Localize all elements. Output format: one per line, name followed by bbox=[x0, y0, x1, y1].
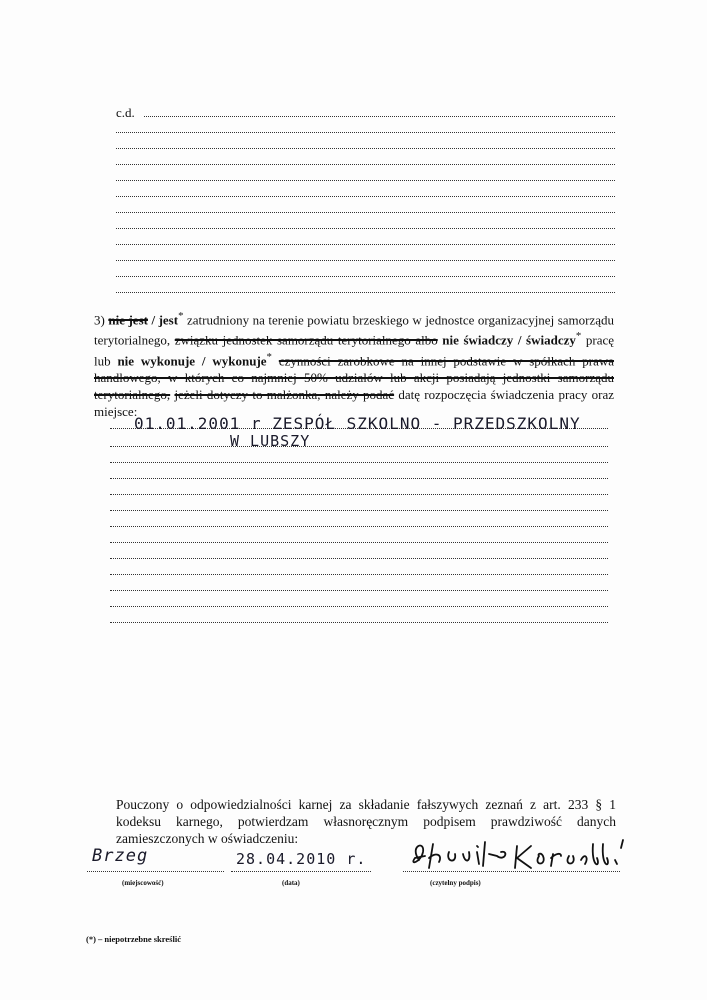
dotted-line bbox=[110, 510, 608, 511]
dotted-line bbox=[116, 132, 615, 133]
signature-label: (czytelny podpis) bbox=[430, 879, 481, 887]
dotted-line bbox=[116, 244, 615, 245]
dotted-line bbox=[110, 478, 608, 479]
handwritten-place: Brzeg bbox=[92, 846, 149, 866]
dotted-line bbox=[116, 212, 615, 213]
dotted-line bbox=[116, 164, 615, 165]
dotted-line bbox=[110, 558, 608, 559]
footnote-star: * bbox=[178, 310, 184, 322]
cd-label: c.d. bbox=[116, 105, 135, 120]
option-wykonuje: nie wykonuje / wykonuje bbox=[117, 352, 267, 368]
dotted-line bbox=[110, 462, 608, 463]
dotted-line bbox=[116, 260, 615, 261]
place-label: (miejscowość) bbox=[122, 879, 164, 887]
dotted-line bbox=[116, 228, 615, 229]
handwritten-answer-line-1: 01.01.2001 r ZESPÓŁ SZKOLNO - PRZEDSZKOLNY bbox=[134, 414, 581, 433]
footnote: (*) – niepotrzebne skreślić bbox=[86, 934, 181, 944]
section-3-paragraph bbox=[94, 308, 614, 420]
struck-text-1: związku jednostek samorządu terytorialnego albo bbox=[174, 332, 438, 348]
dotted-line bbox=[110, 494, 608, 495]
struck-text-3: jeżeli dotyczy to małżonka, należy podać bbox=[174, 386, 395, 402]
place-line bbox=[87, 871, 224, 872]
dotted-line bbox=[110, 526, 608, 527]
option-jest: / jest bbox=[147, 312, 179, 328]
signature-scribble bbox=[405, 838, 635, 874]
footnote-star: * bbox=[575, 330, 582, 343]
section-text-1: zatrudniony na terenie powiatu brzeskiego w jednostce organizacyjnej samorządu terytorialnego, bbox=[94, 312, 614, 348]
handwritten-answer-line-2: W LUBSZY bbox=[230, 432, 311, 450]
dotted-line bbox=[110, 446, 608, 447]
date-line bbox=[231, 871, 371, 872]
option-swiadczy: nie świadczy / świadczy bbox=[442, 332, 576, 348]
dotted-line bbox=[110, 622, 608, 623]
dotted-line bbox=[110, 590, 608, 591]
section-text-5: datę rozpoczęcia świadczenia pracy oraz miejsce: bbox=[94, 386, 614, 419]
struck-text-2: czynności zarobkowe na innej podstawie w spółkach prawa handlowego, w których co najmniej 50% udziałów lub akcji posiadają jednostki samorządu terytorialnego, bbox=[94, 352, 615, 402]
date-label: (data) bbox=[282, 879, 300, 887]
dotted-line bbox=[116, 148, 615, 149]
dotted-line bbox=[110, 574, 608, 575]
footnote-star: * bbox=[266, 350, 272, 363]
dotted-line bbox=[116, 180, 615, 181]
handwritten-date: 28.04.2010 r. bbox=[236, 850, 367, 868]
dotted-line bbox=[110, 606, 608, 607]
dotted-line bbox=[116, 196, 615, 197]
dotted-line bbox=[144, 116, 615, 117]
option-nie-jest: nie jest bbox=[108, 312, 148, 328]
section-text-2: pracę lub bbox=[94, 332, 614, 368]
dotted-line bbox=[116, 276, 615, 277]
legal-warning: Pouczony o odpowiedzialności karnej za składanie fałszywych zeznań z art. 233 § 1 kodeksu karnego, potwierdzam własnoręcznym podpisem prawdziwość danych zamieszczonych w oświadczeniu: bbox=[116, 797, 616, 846]
dotted-line bbox=[116, 292, 615, 293]
section-number: 3) bbox=[94, 312, 105, 328]
dotted-line bbox=[110, 542, 608, 543]
